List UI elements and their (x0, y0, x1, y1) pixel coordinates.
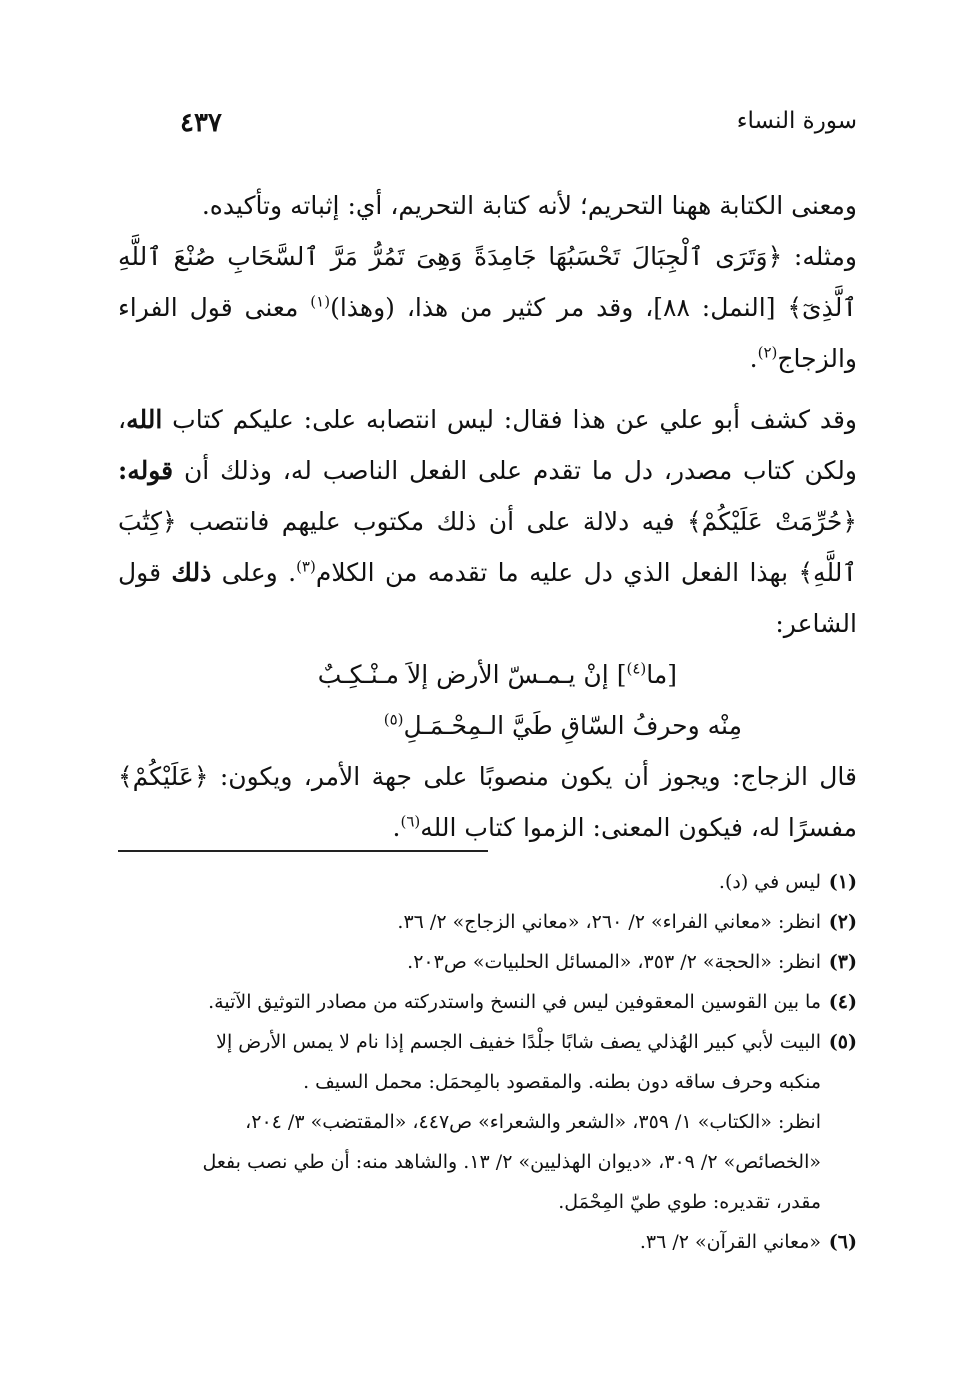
footnote-ref-4[interactable]: (٤) (626, 659, 647, 678)
footnote-number: (٥) (828, 1031, 857, 1053)
p3-text-f: قول الشاعر: (118, 558, 857, 638)
p3-qawluh: قوله: (118, 456, 174, 485)
footnote-5-continuation-1: منكبه وحرف ساقه دون بطنه. والمقصود بالمِحمَل: محمل السيف . (303, 1071, 821, 1093)
p3-text-d: بهذا الفعل الذي دل عليه ما تقدمه من الكلام (315, 558, 799, 587)
p2-text-a: [النمل: ٨٨]، وقد مر كثير من هذا، (وهذا) (330, 293, 776, 322)
footnote-number: (٢) (828, 911, 857, 933)
p3-text-e: . وعلى (211, 558, 297, 587)
footnote-text: انظر: «معاني الفراء» ٢/ ٢٦٠، «معاني الزجاج» ٢/ ٣٦. (397, 911, 821, 933)
footnote-number: (٤) (828, 991, 857, 1013)
footnote-ref-3[interactable]: (٣) (296, 557, 316, 576)
footnote-text: البيت لأبي كبير الهُذلي يصف شابًا جلْدًا خفيف الجسم إذا نام لا يمس الأرض إلا (216, 1031, 821, 1053)
footnote-ref-6[interactable]: (٦) (400, 812, 421, 831)
footnote-separator (118, 850, 488, 852)
poetry-line-2-text: مِنْه وحرفُ السّاقِ طَيَّ الـمِحْـمَـلِ (403, 711, 742, 740)
footnote-number: (١) (828, 871, 857, 893)
quran-verse-kitab: ﴿كِتَٰبَ ٱللَّهِ﴾ (118, 507, 857, 587)
footnote-5-continuation-2: انظر: «الكتاب» ١/ ٣٥٩، «الشعر والشعراء» ص٤٤٧، «المقتضب» ٣/ ٢٠٤، (245, 1111, 821, 1133)
footnote-2 (118, 902, 857, 942)
quran-verse-naml: ﴿وَتَرَى ٱلْجِبَالَ تَحْسَبُهَا جَامِدَةً وَهِىَ تَمُرُّ مَرَّ ٱلسَّحَابِ صُنْعَ ٱللَّهِ ٱلَّذِىٓ﴾ (118, 242, 857, 322)
p2-prefix: ومثله: (793, 242, 858, 271)
footnote-text: «معاني القرآن» ٢/ ٣٦. (639, 1231, 821, 1253)
page-number: ٤٣٧ (180, 108, 222, 138)
footnote-text: ما بين القوسين المعقوفين ليس في النسخ واستدركته من مصادر التوثيق الآتية. (208, 991, 821, 1013)
p2-end: . (749, 344, 758, 373)
p3-text-c: فيه دلالة على أن ذلك مكتوب عليهم فانتصب (176, 507, 687, 536)
paragraph-4 (118, 751, 857, 853)
p2-text-b: معنى قول الفراء والزجاج (118, 293, 857, 373)
paragraph-2 (118, 231, 857, 384)
p3-dhalik: ذلك (171, 558, 212, 587)
footnote-1 (118, 862, 857, 902)
p4-text-b: مفسرًا له، فيكون المعنى: الزموا كتاب الله (420, 813, 857, 842)
paragraph-3 (118, 394, 857, 649)
footnote-5-continuation-4: مقدر، تقديره: طوي طيّ المِحْمَل. (558, 1191, 821, 1213)
p3-text-b: ، ولكن كتاب مصدر، دل ما تقدم على الفعل الناصب له، وذلك أن (118, 405, 857, 485)
poetry-line-2 (118, 700, 857, 751)
quran-verse-alaykum: ﴿عَلَيْكُمْ﴾ (118, 762, 209, 791)
page-header (120, 108, 857, 148)
poetry-line-1 (118, 649, 857, 700)
poetry-line-1-b: ] إنْ يـمـسّ الأرض إلاَ مـنْـكِـبٌ (317, 660, 627, 689)
surah-title: سورة النساء (736, 108, 857, 134)
footnote-6 (118, 1222, 857, 1262)
footnote-ref-5[interactable]: (٥) (383, 710, 404, 729)
footnotes (118, 862, 857, 1262)
p4-text-a: قال الزجاج: ويجوز أن يكون منصوبًا على جهة الأمر، ويكون: (208, 762, 857, 791)
p3-text-a: وقد كشف أبو علي عن هذا فقال: ليس انتصابه على: عليكم كتاب (162, 405, 857, 434)
main-text (118, 180, 857, 853)
footnote-3 (118, 942, 857, 982)
footnote-number: (٣) (828, 951, 857, 973)
p4-end: . (392, 813, 401, 842)
footnote-text: ليس في (د). (718, 871, 821, 893)
quran-verse-hurrimat: ﴿حُرِّمَتْ عَلَيْكُمْ﴾ (686, 507, 858, 536)
footnote-ref-1[interactable]: (١) (310, 292, 331, 311)
footnote-number: (٦) (828, 1231, 857, 1253)
footnote-text: انظر: «الحجة» ٢/ ٣٥٣، «المسائل الحلبيات» ص٢٠٣. (407, 951, 821, 973)
paragraph-1: ومعنى الكتابة ههنا التحريم؛ لأنه كتابة التحريم، أي: إثباته وتأكيده. (201, 191, 857, 220)
footnote-5-continuation-3: «الخصائص» ٢/ ٣٠٩، «ديوان الهذليين» ٢/ ١٣. والشاهد منه: أن طي نصب بفعل (202, 1151, 821, 1173)
p3-allah: الله (126, 405, 163, 434)
footnote-ref-2[interactable]: (٢) (757, 343, 778, 362)
footnote-5 (118, 1022, 857, 1062)
poetry-line-1-a: [ما (646, 660, 677, 689)
footnote-4 (118, 982, 857, 1022)
